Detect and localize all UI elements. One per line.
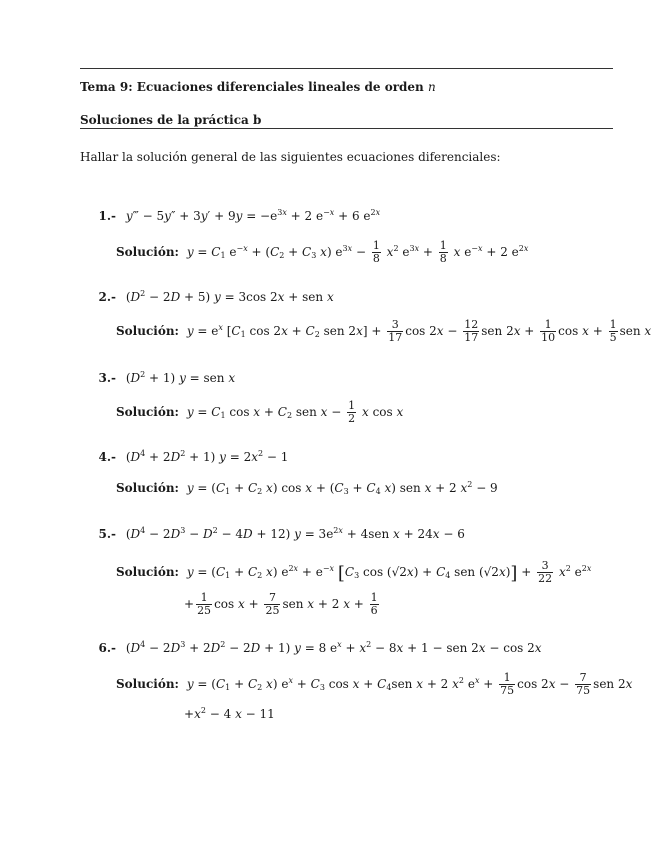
solution-label: Solución: — [116, 405, 179, 419]
solution-label: Solución: — [116, 565, 179, 579]
equation: $(D^4 + 2D^2 + 1) y = 2x^2 - 1$ — [125, 449, 289, 464]
problem-number: 2.- — [98, 290, 116, 304]
equation: $(D^2 + 1) y$ = sen x — [125, 370, 236, 385]
solution-label: Solución: — [116, 324, 179, 338]
problem-number: 4.- — [98, 450, 116, 464]
solution-continuation: + $\frac{1}{25}$ cos x + $\frac{7}{25}$ sen x + 2 x + $\frac{1}{6}$ — [184, 591, 378, 617]
equation: $(D^2 - 2D + 5) y = 3\cos$ 2x + sen x — [125, 289, 334, 304]
problem-number: 3.- — [98, 371, 116, 385]
solution-label: Solución: — [116, 481, 179, 495]
solution: $y = (C_1 + C_2$ x) $\cos x + (C_3 + C_4$ x) sen x + 2 $x^2 - 9$ — [186, 480, 498, 496]
page-subtitle: Soluciones de la práctica b — [80, 113, 262, 127]
equation: $(D^4 - 2D^3 - D^2 - 4D + 12) y = 3e^{2x} + 4sen$ x + 24x − 6 — [125, 526, 465, 541]
solution: $y = e^x$ [$C_1$ $\cos 2x + C_2$ sen 2x] + $\frac{3}{17}$ cos 2x − $\frac{12}{17}$ sen 2x + $\frac{1}{10}$ cos x + $\frac{1}{5}$ sen x — [186, 318, 652, 344]
solution-continuation: $+x^2 - 4$ x − 11 — [184, 706, 275, 721]
solution: $y = C_1$ $e^{-x} + (C_2 + C_3$ x) $e^{3x}$ − $\frac{1}{8}$ $x^2$ $e^{3x}$ + $\frac{1}{8}$ x $e^{-x} + 2$ $e^{2x}$ — [186, 239, 529, 265]
top-rule — [80, 68, 613, 69]
problem-number: 5.- — [98, 527, 116, 541]
problem-number: 6.- — [98, 641, 116, 655]
solution: $y = (C_1 + C_2$ x) $e^{2x} + e^{-x}$ [$C_3$ $\cos (√2x) + C_4$ sen (√2x)] + $\frac{3}{22}$ $x^2$ $e^{2x}$ — [186, 559, 592, 585]
solution-label: Solución: — [116, 245, 179, 259]
intro-text: Hallar la solución general de las siguientes ecuaciones diferenciales: — [80, 150, 501, 164]
equation: y‴ − $5y'' + 3y' + 9y = -e^{3x} + 2$ $e^{-x} + 6$ $e^{2x}$ — [125, 208, 381, 223]
subtitle-rule — [80, 128, 613, 129]
equation: $(D^4 - 2D^3 + 2D^2 - 2D + 1) y = 8$ $e^x + x^2 - 8x + 1$ − sen 2x − cos 2x — [125, 640, 542, 655]
problem-number: 1.- — [98, 209, 116, 223]
solution: $y = C_1$ $\cos x + C_2$ sen x − $\frac{1}{2}$ x cos x — [186, 399, 404, 425]
solution-label: Solución: — [116, 677, 179, 691]
page-title: Tema 9: Ecuaciones diferenciales lineales de orden n — [80, 80, 436, 94]
solution: $y = (C_1 + C_2$ x) $e^x + C_3$ $\cos x + C_4sen$ x + 2 $x^2$ $e^x$ + $\frac{1}{75}$ cos 2x − $\frac{7}{75}$ sen 2x — [186, 671, 633, 697]
